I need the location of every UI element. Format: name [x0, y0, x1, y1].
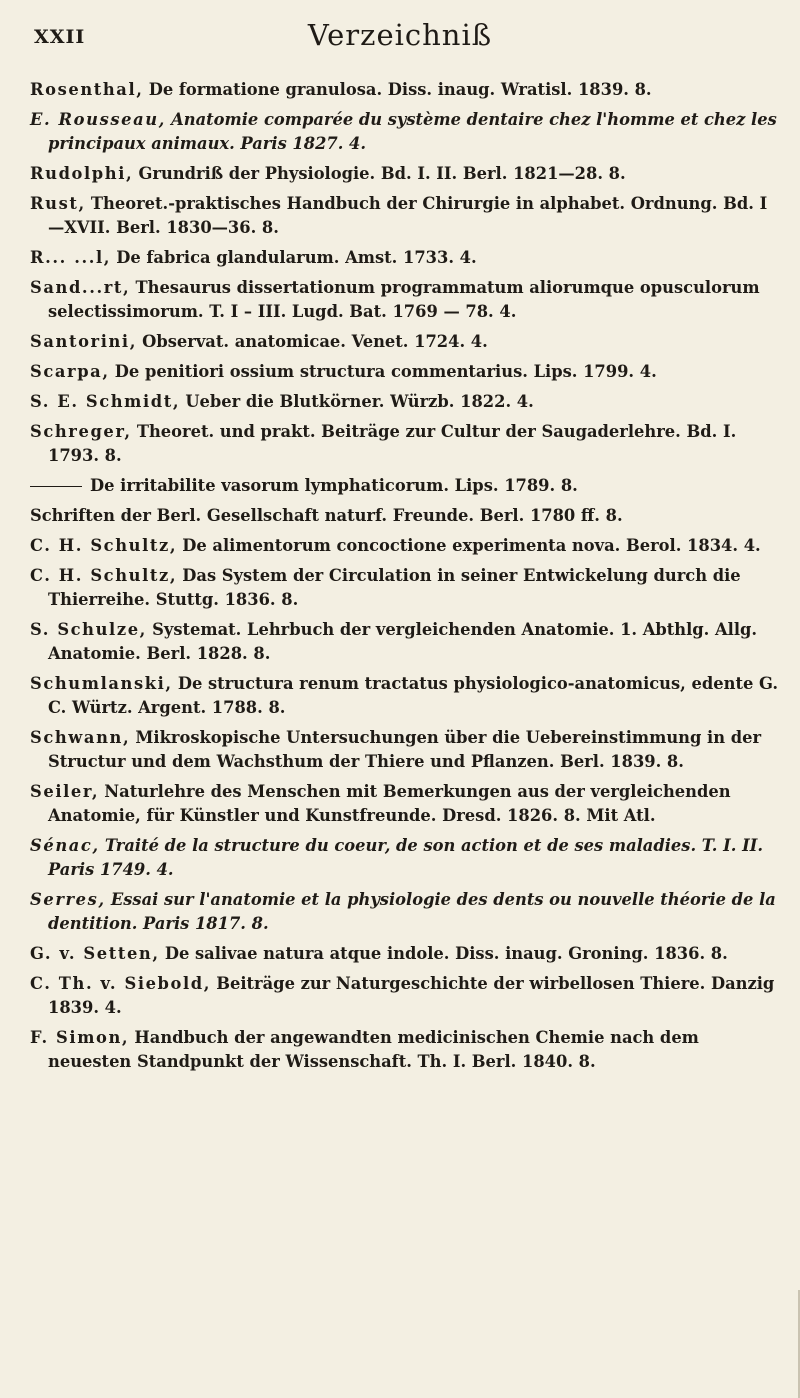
bibliography-entry — [30, 162, 782, 186]
entry-author: S. E. Schmidt, — [30, 392, 181, 411]
bibliography-entry — [30, 942, 782, 966]
bibliography-entry — [30, 726, 782, 774]
entry-author: Schumlanski, — [30, 674, 173, 693]
entry-text: De irritabilite vasorum lymphaticorum. Lips. 1789. 8. — [90, 476, 578, 495]
entry-text: De salivae natura atque indole. Diss. inaug. Groning. 1836. 8. — [164, 944, 728, 963]
entry-text: Systemat. Lehrbuch der vergleichenden Anatomie. 1. Abthlg. Allg. Anatomie. Berl. 1828. 8. — [48, 620, 758, 663]
entry-text: Mikroskopische Untersuchungen über die Uebereinstimmung in der Structur und dem Wachsthum der Thiere und Pflanzen. Berl. 1839. 8. — [48, 728, 762, 771]
page-title: Verzeichniß — [307, 18, 493, 52]
entry-text: Anatomie comparée du système dentaire chez l'homme et chez les principaux animaux. Paris 1827. 4. — [48, 110, 777, 153]
bibliography-entry — [30, 534, 782, 558]
entry-text: Grundriß der Physiologie. Bd. I. II. Berl. 1821—28. 8. — [138, 164, 626, 183]
entry-text: Naturlehre des Menschen mit Bemerkungen aus der vergleichenden Anatomie, für Künstler und Kunstfreunde. Dresd. 1826. 8. Mit Atl. — [48, 782, 731, 825]
bibliography-entry — [30, 192, 782, 240]
entry-text: De penitiori ossium structura commentarius. Lips. 1799. 4. — [114, 362, 657, 381]
entry-text: De formatione granulosa. Diss. inaug. Wratisl. 1839. 8. — [148, 80, 652, 99]
bibliography-entry — [30, 618, 782, 666]
bibliography-entry — [30, 390, 782, 414]
entry-author: C. H. Schultz, — [30, 566, 178, 585]
entry-author: Schwann, — [30, 728, 131, 747]
entry-author: Scarpa, — [30, 362, 110, 381]
entry-author: C. H. Schultz, — [30, 536, 178, 555]
bibliography-entry — [30, 504, 782, 528]
entry-author: Seiler, — [30, 782, 100, 801]
entry-text: Traité de la structure du coeur, de son action et de ses maladies. T. I. II. Paris 1749. 4. — [48, 836, 763, 879]
entry-author: G. v. Setten, — [30, 944, 160, 963]
bibliography-entry — [30, 78, 782, 102]
ditto-dash — [30, 486, 82, 487]
entry-text: Ueber die Blutkörner. Würzb. 1822. 4. — [185, 392, 534, 411]
entry-text: Essai sur l'anatomie et la physiologie des dents ou nouvelle théorie de la dentition. Paris 1817. 8. — [48, 890, 776, 933]
entry-author: Sénac, — [30, 836, 100, 855]
bibliography-entry — [30, 834, 782, 882]
page-number: XXII — [34, 26, 86, 48]
bibliography-entry — [30, 420, 782, 468]
entry-text: Schriften der Berl. Gesellschaft naturf. Freunde. Berl. 1780 ff. 8. — [30, 506, 623, 525]
bibliography-entry — [30, 474, 782, 498]
bibliography-entry — [30, 1026, 782, 1074]
bibliography-entry — [30, 780, 782, 828]
entry-text: Theoret.-praktisches Handbuch der Chirurgie in alphabet. Ordnung. Bd. I—XVII. Berl. 1830—36. 8. — [48, 194, 768, 237]
entry-text: De fabrica glandularum. Amst. 1733. 4. — [116, 248, 477, 267]
entry-author: F. Simon, — [30, 1028, 130, 1047]
entry-text: Das System der Circulation in seiner Entwickelung durch die Thierreihe. Stuttg. 1836. 8. — [48, 566, 741, 609]
entry-author: C. Th. v. Siebold, — [30, 974, 212, 993]
entry-text: Thesaurus dissertationum programmatum aliorumque opusculorum selectissimorum. T. I – III. Lugd. Bat. 1769 — 78. 4. — [48, 278, 760, 321]
bibliography-entry — [30, 972, 782, 1020]
bibliography-entry — [30, 672, 782, 720]
bibliography-entry — [30, 330, 782, 354]
entry-text: Handbuch der angewandten medicinischen Chemie nach dem neuesten Standpunkt der Wissenschaft. Th. I. Berl. 1840. 8. — [48, 1028, 699, 1071]
entry-author: R... ...l, — [30, 248, 112, 267]
entry-text: Theoret. und prakt. Beiträge zur Cultur der Saugaderlehre. Bd. I. 1793. 8. — [48, 422, 737, 465]
entry-text: De alimentorum concoctione experimenta nova. Berol. 1834. 4. — [182, 536, 761, 555]
entry-author: E. Rousseau, — [30, 110, 166, 129]
bibliography-entry — [30, 888, 782, 936]
entry-author: Schreger, — [30, 422, 132, 441]
bibliography-entry — [30, 246, 782, 270]
bibliography-entry — [30, 564, 782, 612]
entry-author: Rust, — [30, 194, 86, 213]
entry-author: Rudolphi, — [30, 164, 134, 183]
entry-text: Beiträge zur Naturgeschichte der wirbellosen Thiere. Danzig 1839. 4. — [48, 974, 775, 1017]
entry-author: Santorini, — [30, 332, 137, 351]
entry-author: S. Schulze, — [30, 620, 147, 639]
entry-author: Sand...rt, — [30, 278, 131, 297]
bibliography-entry — [30, 360, 782, 384]
entry-text: Observat. anatomicae. Venet. 1724. 4. — [142, 332, 488, 351]
bibliography-entry — [30, 108, 782, 156]
entry-author: Rosenthal, — [30, 80, 144, 99]
bibliography-list — [30, 78, 782, 1080]
entry-author: Serres, — [30, 890, 106, 909]
bibliography-entry — [30, 276, 782, 324]
page-header — [0, 14, 800, 70]
entry-text: De structura renum tractatus physiologico-anatomicus, edente G. C. Würtz. Argent. 1788. 8. — [48, 674, 778, 717]
